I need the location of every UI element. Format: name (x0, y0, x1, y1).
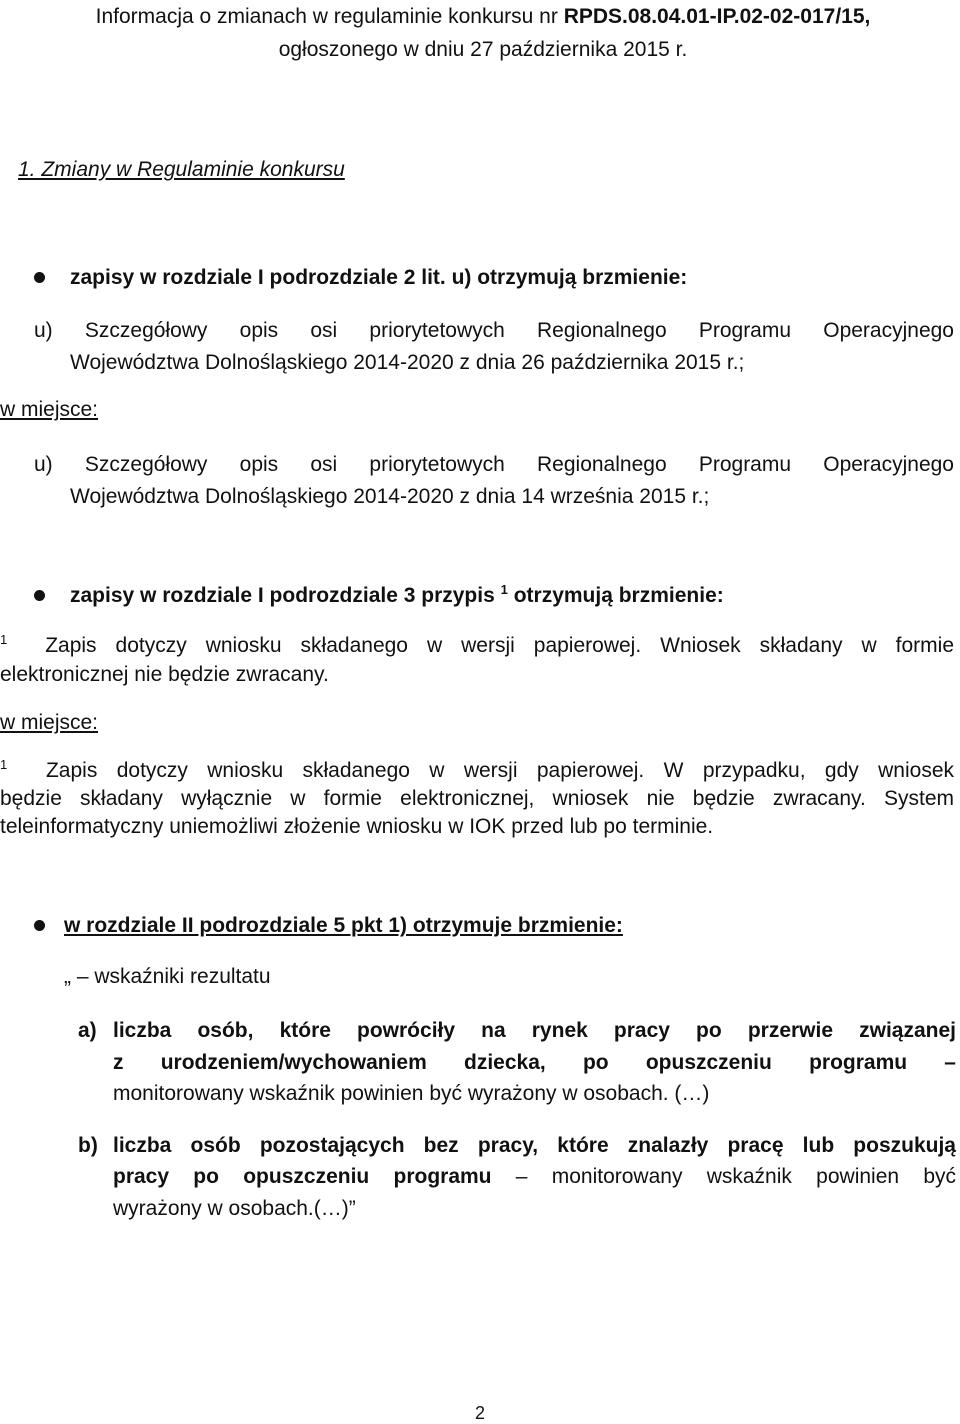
change-2-instead-label: w miejsce: (0, 711, 99, 734)
change-2-label-suffix: otrzymują brzmienie: (513, 584, 724, 607)
change-2-label-prefix: zapisy w rozdziale I podrozdziale 3 przypis (70, 584, 495, 607)
item-b-line-2-bold: pracy po opuszczeniu programu (113, 1165, 492, 1188)
change-3-label: w rozdziale II podrozdziale 5 pkt 1) otrzymuje brzmienie: (64, 914, 623, 937)
header-text: Informacja o zmianach w regulaminie konkursu nr (95, 5, 564, 28)
change-2-label (70, 584, 724, 608)
footnote-mark: 1 (0, 757, 8, 772)
item-b-line-2 (113, 1165, 956, 1189)
document-header (18, 0, 948, 66)
item-a-line-1: liczba osób, które powróciły na rynek pracy po przerwie związanej (113, 1019, 956, 1042)
item-b-line-1: liczba osób pozostających bez pracy, które znalazły pracę lub poszukują (113, 1134, 956, 1157)
page-number: 2 (474, 1403, 485, 1423)
item-b-line-3: wyrażony w osobach.(…)” (113, 1197, 356, 1220)
bullet-icon (34, 590, 45, 601)
change-1-old-line-2: Województwa Dolnośląskiego 2014-2020 z dnia 14 września 2015 r.; (70, 485, 710, 508)
change-2-old-text: Zapis dotyczy wniosku składanego w wersji papierowej. W przypadku, gdy wniosek (45, 759, 955, 782)
change-1-instead-label: w miejsce: (0, 398, 99, 421)
change-2-old-line-1 (0, 759, 954, 783)
item-a-marker: a) (78, 1019, 97, 1042)
footnote-mark: 1 (0, 632, 8, 647)
section-title: 1. Zmiany w Regulaminie konkursu (18, 158, 345, 181)
header-line-2: ogłoszonego w dniu 27 października 2015 r. (278, 38, 688, 61)
bullet-icon (34, 272, 45, 283)
change-1-old-line-1: u) Szczegółowy opis osi priorytetowych Regionalnego Programu Operacyjnego (34, 453, 954, 476)
change-1-label: zapisy w rozdziale I podrozdziale 2 lit. u) otrzymują brzmienie: (70, 266, 688, 289)
header-line-1 (18, 0, 948, 33)
change-2-new-line-1 (0, 634, 954, 658)
item-a-line-2: z urodzeniem/wychowaniem dziecka, po opuszczeniu programu – (113, 1051, 956, 1074)
bullet-icon (34, 920, 45, 931)
change-2-new-line-2: elektronicznej nie będzie zwracany. (0, 663, 329, 686)
item-b-marker: b) (78, 1134, 98, 1157)
change-3-intro: „ – wskaźniki rezultatu (64, 965, 271, 988)
footnote-ref: 1 (500, 582, 508, 597)
competition-code: RPDS.08.04.01-IP.02-02-017/15, (563, 5, 871, 28)
change-2-old-line-3: teleinformatyczny uniemożliwi złożenie wniosku w IOK przed lub po terminie. (0, 815, 714, 838)
change-1-new-line-2: Województwa Dolnośląskiego 2014-2020 z dnia 26 października 2015 r.; (70, 351, 745, 374)
change-2-old-line-2: będzie składany wyłącznie w formie elektronicznej, wniosek nie będzie zwracany. System (0, 787, 954, 810)
item-b-line-2-rest: – monitorowany wskaźnik powinien być (491, 1165, 957, 1188)
item-a-line-3: monitorowany wskaźnik powinien być wyrażony w osobach. (…) (113, 1082, 710, 1105)
change-2-new-text: Zapis dotyczy wniosku składanego w wersji papierowej. Wniosek składany w formie (45, 634, 955, 657)
change-1-new-line-1: u) Szczegółowy opis osi priorytetowych Regionalnego Programu Operacyjnego (34, 319, 954, 342)
